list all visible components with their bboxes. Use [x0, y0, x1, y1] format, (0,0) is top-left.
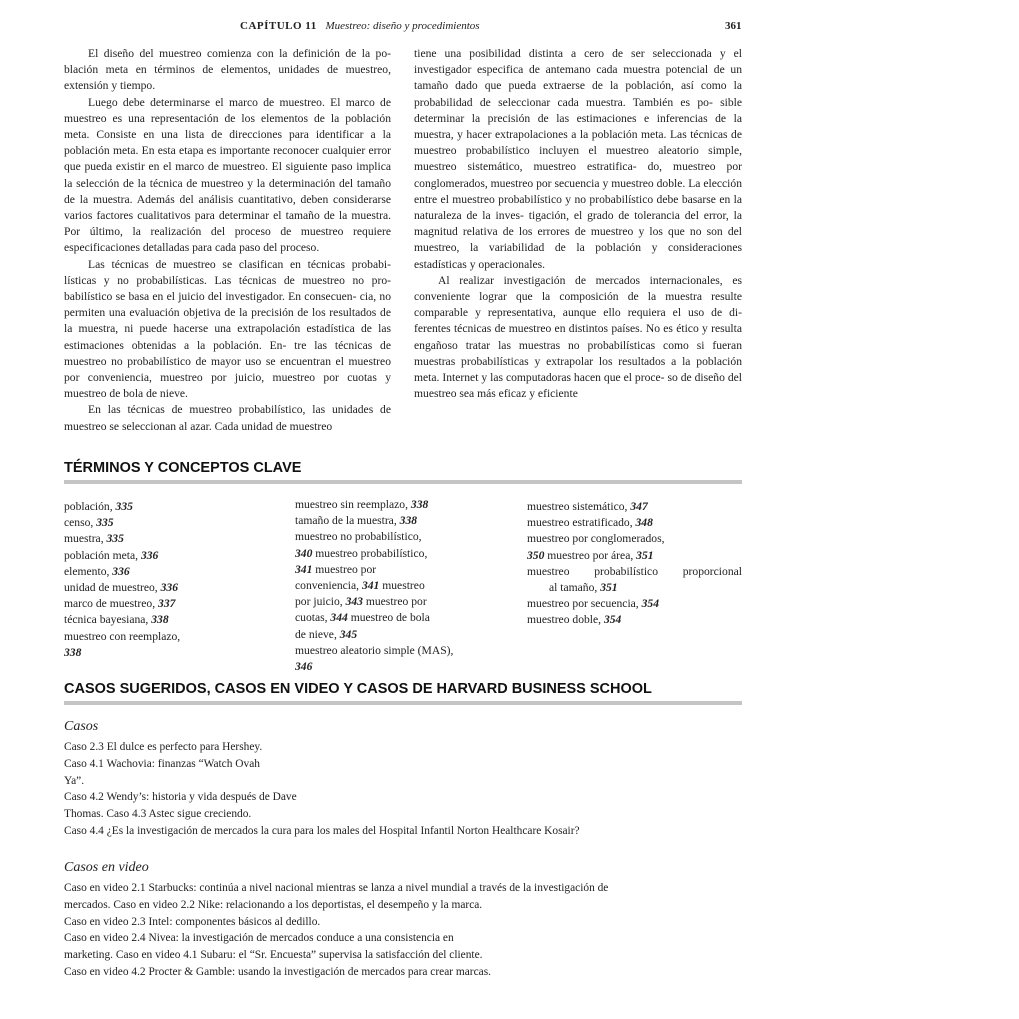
term-entry: unidad de muestreo, 336: [64, 581, 178, 595]
term-entry: muestra, 335: [64, 532, 124, 546]
case-line: Caso 4.1 Wachovia: finanzas “Watch Ovah: [64, 757, 260, 770]
term-entry: marco de muestreo, 337: [64, 597, 176, 611]
term-entry: censo, 335: [64, 516, 114, 530]
term-line: de nieve, 345: [295, 627, 358, 641]
body-paragraph: Luego debe determinarse el marco de muestreo. El marco de muestreo es una representación de los elementos de la población meta. Consiste en una lista de direcciones para identificar a la población meta. En esta etapa es importante reconocer cualquier error que pueda existir en el marco de muestreo. El siguiente paso implica la selección de la técnica de muestreo y la determinación del tamaño de la muestra. Además del análisis cuantitativo, deben considerarse varios factores cualitativos para determinar el tamaño de la muestra. Por último, la realización del proceso de muestreo requiere especificaciones detalladas para cada paso del proceso.: [64, 95, 391, 255]
case-line: Ya”.: [64, 774, 85, 787]
term-entry: 350 muestreo por área, 351: [527, 548, 654, 562]
casos-heading: Casos: [64, 719, 99, 734]
body-paragraph: Al realizar investigación de mercados internacionales, es conveniente lograr que la composición de la muestra resulte comparable y representativa, aunque ello requiera el uso de di- ferentes técnicas de muestreo en distintos países. No es ético y resulta engañoso tratar las muestras no probabilísticas como si fueran muestras probabilísticas y extrapolar los resultados a la población meta. Internet y las computadoras hacen que el proce- so de diseño del muestreo sea más eficaz y eficiente: [414, 273, 742, 401]
video-case-line: Caso en video 2.1 Starbucks: continúa a nivel nacional mientras se lanza a nivel mundial a través de la investigación de: [64, 882, 609, 894]
term-line: muestreo aleatorio simple (MAS),: [295, 643, 454, 657]
case-line: Caso 2.3 El dulce es perfecto para Hershey.: [64, 741, 263, 753]
video-case-line: marketing. Caso en video 4.1 Subaru: el “Sr. Encuesta” supervisa la satisfacción del cliente.: [64, 949, 483, 962]
video-cases-heading: Casos en video: [64, 860, 149, 875]
term-line: 340 muestreo probabilístico,: [295, 546, 428, 560]
term-line: 341 muestreo por: [295, 562, 377, 576]
body-right-column: [414, 46, 742, 402]
term-line: conveniencia, 341 muestreo: [295, 579, 425, 593]
video-case-line: Caso en video 4.2 Procter & Gamble: usando la investigación de mercados para crear marcas.: [64, 965, 491, 978]
running-header: [240, 20, 480, 32]
chapter-label: CAPÍTULO 11: [240, 20, 317, 32]
term-entry: muestreo por secuencia, 354: [527, 597, 659, 611]
term-line: tamaño de la muestra, 338: [295, 514, 418, 528]
chapter-subtitle: Muestreo: diseño y procedimientos: [325, 20, 480, 32]
terms-column-1: [64, 499, 224, 661]
term-entry: muestreo estratificado, 348: [527, 516, 653, 530]
terms-column-3: [527, 499, 742, 629]
terms-column-2: [295, 497, 485, 675]
term-line: 346: [295, 660, 313, 674]
body-paragraph: En las técnicas de muestreo probabilístico, las unidades de muestreo se seleccionan al azar. Cada unidad de muestreo: [64, 403, 391, 433]
term-entry: muestreo probabilístico proporcional: [527, 564, 742, 578]
section-divider: [64, 480, 742, 484]
case-line: Caso 4.4 ¿Es la investigación de mercados la cura para los males del Hospital Infantil Norton Healthcare Kosair?: [64, 824, 580, 837]
body-paragraph: El diseño del muestreo comienza con la definición de la po- blación meta en términos de elementos, unidades de muestreo, extensión y tiempo.: [64, 47, 391, 93]
term-entry: elemento, 336: [64, 564, 130, 578]
video-case-line: mercados. Caso en video 2.2 Nike: relacionando a los deportistas, el desempeño y la marca.: [64, 898, 483, 911]
video-case-line: Caso en video 2.4 Nivea: la investigación de mercados conduce a una consistencia en: [64, 932, 454, 945]
section-divider: [64, 701, 742, 705]
term-line: cuotas, 344 muestreo de bola: [295, 611, 430, 625]
term-entry: técnica bayesiana, 338: [64, 613, 169, 627]
term-entry: al tamaño, 351: [549, 581, 618, 595]
body-left-column: [64, 46, 391, 484]
term-entry: muestreo con reemplazo, 338: [64, 629, 181, 659]
term-line: muestreo sin reemplazo, 338: [295, 498, 429, 511]
cases-section-title: CASOS SUGERIDOS, CASOS EN VIDEO Y CASOS DE HARVARD BUSINESS SCHOOL: [64, 681, 652, 697]
term-line: muestreo no probabilístico,: [295, 530, 422, 544]
term-entry: muestreo por conglomerados,: [527, 532, 665, 546]
video-cases-list: [64, 880, 742, 981]
term-entry: muestreo sistemático, 347: [527, 500, 648, 513]
body-paragraph: Las técnicas de muestreo se clasifican en técnicas probabi- lísticas y no probabilísticas. Las técnicas de muestreo no pro- babilístico se basa en el juicio del investigador. En consecuen- cia, no permiten una evaluación objetiva de la precisión de los resultados de la muestra, ni puede hacerse una extrapolación estadística de las estimaciones obtenidas a la población. En- tre las técnicas de muestreo no probabilístico de mayor uso se encuentran el muestreo por conveniencia, muestreo por juicio, muestreo por cuotas y muestreo de bola de nieve.: [64, 257, 391, 401]
term-entry: muestreo doble, 354: [527, 613, 622, 627]
case-line: Caso 4.2 Wendy’s: historia y vida después de Dave: [64, 791, 297, 804]
body-paragraph: tiene una posibilidad distinta a cero de ser seleccionada y el investigador especifica de antemano cada muestra potencial de un tamaño dado que pueda extraerse de la población, así como la probabilidad de seleccionar cada muestra. También es po- sible determinar la precisión de las estimaciones e inferencias de la muestra, y hacer extrapolaciones a la población meta. Las técnicas de muestreo probabilístico incluyen el muestreo aleatorio simple, muestreo sistemático, muestreo estratifica- do, muestreo por conglomerados, muestreo por secuencia y muestreo doble. La elección entre el muestreo probabilístico y no probabilístico debe basarse en la naturaleza de la inves- tigación, el grado de tolerancia del error, la magnitud relativa de los errores de muestreo y los que no son del muestreo, la variabilidad de la población y consideraciones estadísticas y operacionales.: [414, 47, 742, 271]
case-line: Thomas. Caso 4.3 Astec sigue creciendo.: [64, 808, 252, 821]
term-entry: población, 335: [64, 500, 133, 513]
video-case-line: Caso en video 2.3 Intel: componentes básicos al dedillo.: [64, 915, 321, 928]
term-entry: población meta, 336: [64, 548, 159, 562]
casos-list: [64, 739, 742, 840]
page-number: 361: [725, 20, 742, 32]
terms-section-title: TÉRMINOS Y CONCEPTOS CLAVE: [64, 460, 302, 476]
term-line: por juicio, 343 muestreo por: [295, 595, 427, 609]
